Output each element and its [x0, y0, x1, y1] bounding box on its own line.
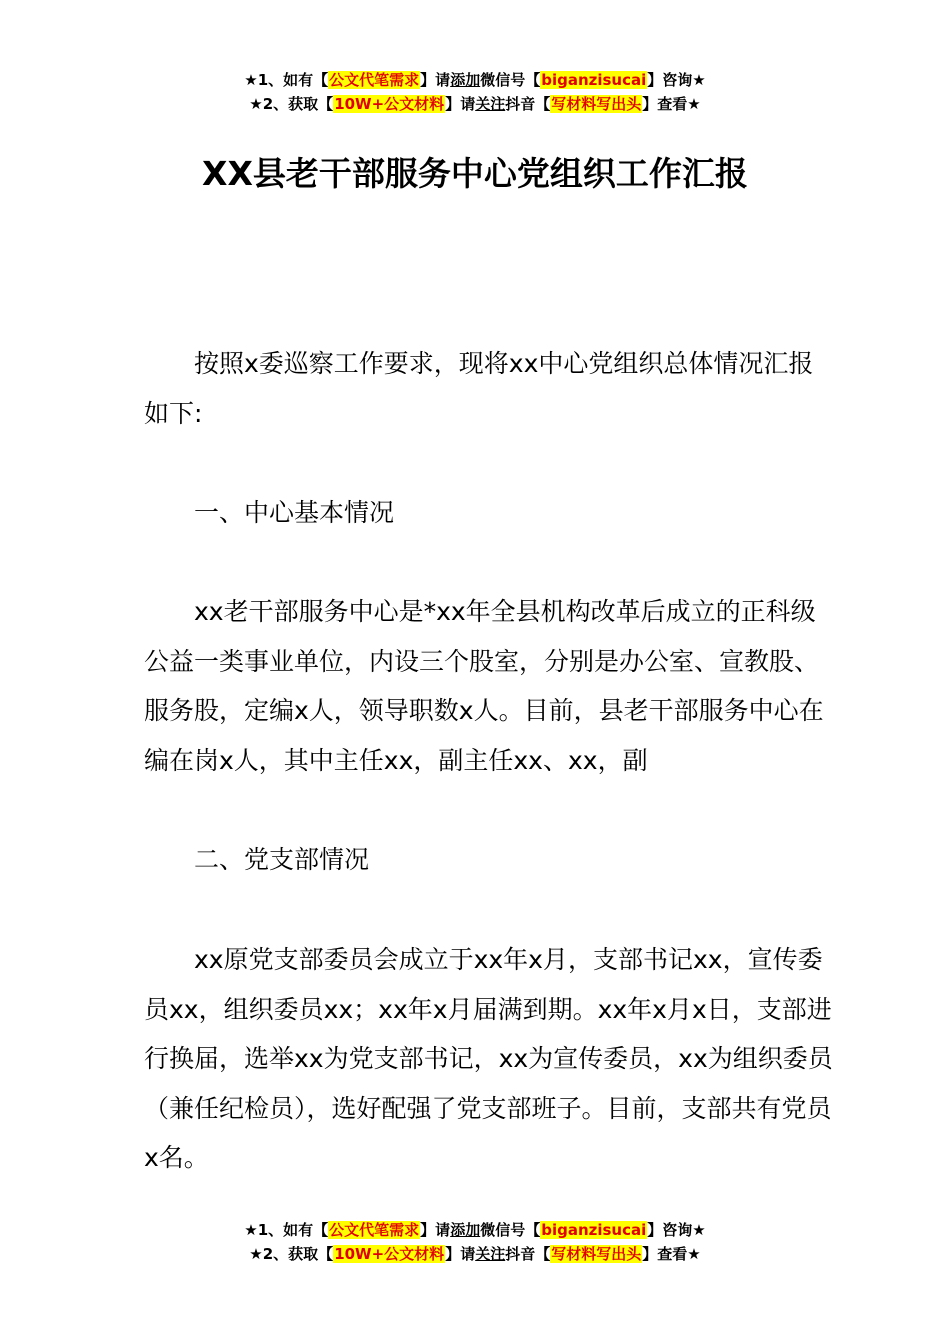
section2-heading: 二、党支部情况	[194, 845, 370, 874]
promo-text: ★2、获取【	[249, 1245, 334, 1263]
section1-heading: 一、中心基本情况	[194, 498, 395, 527]
promo-text: 】请	[445, 1245, 476, 1263]
promo-text: 微信号【	[480, 71, 541, 89]
document-title: XX县老干部服务中心党组织工作汇报	[202, 154, 748, 193]
promo-text: 】请	[420, 71, 451, 89]
promo-highlight: 10W+公文材料	[334, 1245, 445, 1263]
section2-paragraph: xx原党支部委员会成立于xx年x月，支部书记xx，宣传委员xx，组织委员xx；xx年x月届满到期。xx年x月x日，支部进行换届，选举xx为党支部书记，xx为宣传委员，xx为组织委员（兼任纪检员），选好配强了党支部班子。目前，支部共有党员x名。	[144, 945, 833, 1172]
promo-text: 微信号【	[480, 1221, 541, 1239]
promo-highlight: biganzisucai	[541, 1221, 647, 1239]
promo-text: ★1、如有【	[244, 1221, 329, 1239]
intro-paragraph: 按照x委巡察工作要求，现将xx中心党组织总体情况汇报如下:	[144, 349, 814, 428]
promo-highlight: 写材料写出头	[551, 1245, 642, 1263]
promo-highlight: 公文代笔需求	[329, 1221, 420, 1239]
promo-line-1	[0, 68, 950, 92]
promo-underline: 关注	[475, 1245, 506, 1263]
promo-text: 抖音【	[505, 95, 551, 113]
promo-text: ★1、如有【	[244, 71, 329, 89]
promo-highlight: biganzisucai	[541, 71, 647, 89]
promo-underline: 添加	[450, 1221, 481, 1239]
promo-line-2	[0, 92, 950, 116]
promo-highlight: 10W+公文材料	[334, 95, 445, 113]
promo-text: ★2、获取【	[249, 95, 334, 113]
promo-text: 抖音【	[505, 1245, 551, 1263]
promo-text: 】查看★	[642, 95, 701, 113]
promo-text: 】咨询★	[647, 71, 706, 89]
top-promo-banner	[0, 68, 950, 116]
promo-text: 】请	[420, 1221, 451, 1239]
promo-text: 】请	[445, 95, 476, 113]
promo-highlight: 写材料写出头	[551, 95, 642, 113]
promo-text: 】咨询★	[647, 1221, 706, 1239]
promo-highlight: 公文代笔需求	[329, 71, 420, 89]
section1-paragraph: xx老干部服务中心是*xx年全县机构改革后成立的正科级公益一类事业单位，内设三个股室，分别是办公室、宣教股、服务股，定编x人，领导职数x人。目前，县老干部服务中心在编在岗x人，其中主任xx，副主任xx、xx，副	[144, 597, 824, 775]
promo-text: 】查看★	[642, 1245, 701, 1263]
promo-underline: 关注	[475, 95, 506, 113]
promo-line-1	[0, 1218, 950, 1242]
promo-underline: 添加	[450, 71, 481, 89]
bottom-promo-banner	[0, 1218, 950, 1266]
promo-line-2	[0, 1242, 950, 1266]
